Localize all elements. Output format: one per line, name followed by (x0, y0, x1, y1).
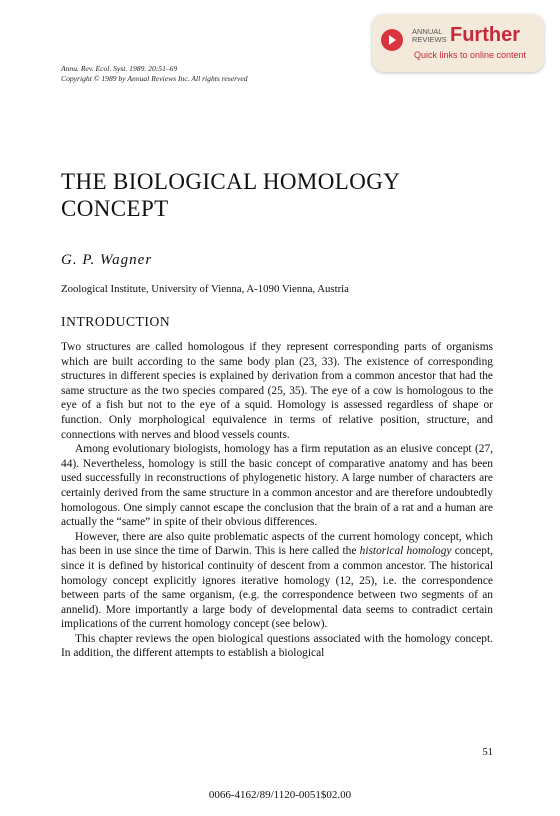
historical-homology-term: historical homology (359, 545, 452, 558)
citation-line-2: Copyright © 1989 by Annual Reviews Inc. All rights reserved (61, 74, 248, 83)
further-label: Further (450, 24, 520, 46)
paragraph-4: This chapter reviews the open biological questions associated with the homology concept. In addition, the different attempts to establish a biological (61, 632, 493, 660)
annual-reviews-wordmark: ANNUAL REVIEWS (412, 27, 447, 44)
paragraph-1: Two structures are called homologous if they represent corresponding parts of organisms which are built according to the same body plan (23, 33). The existence of corresponding structures in different species is explained by derivation from a common ancestor that had the same structure as the two species compared (25, 35). The eye of a cow is homologous to the eye of a fish but not to the eye of a squid. Homology is assessed regardless of shape or function. Only morphological equivalence in terms of relative position, structure, and connections with nerves and blood vessels counts. (61, 341, 493, 441)
section-heading: INTRODUCTION (61, 314, 171, 329)
journal-citation (61, 64, 248, 84)
page-number: 51 (482, 747, 493, 758)
further-tagline: Quick links to online content (414, 50, 527, 60)
further-banner[interactable] (372, 14, 544, 72)
citation-line-1: Annu. Rev. Ecol. Syst. 1989. 20:51–69 (61, 64, 178, 73)
footer-code: 0066-4162/89/1120-0051$02.00 (208, 789, 352, 801)
author-name: G. P. Wagner (61, 252, 153, 268)
play-icon (381, 29, 403, 51)
article-title (61, 168, 461, 222)
article-body (61, 340, 493, 661)
title-line-2: CONCEPT (61, 196, 169, 221)
paragraph-2: Among evolutionary biologists, homology has a firm reputation as an elusive concept (27, 44). Nevertheless, homology is still the basic concept of comparative anatomy and has been used successfully in reconstructions of phylogenetic history. A large number of characters are certainly derived from the same structure in a common ancestor and are therefore undoubtedly homologous. One simply cannot escape the conclusion that the brain of a rat and a human are actually the “same” in spite of their obvious differences. (61, 443, 493, 529)
paragraph-3: However, there are also quite problematic aspects of the current homology concept, which has been in use since the time of Darwin. This is here called the historical homology concept, since it is defined by historical continuity of descent from a common ancestor. The historical homology concept explicitly ignores iterative homology (12, 25), i.e. the correspondence between parts of the same organism, (e.g. the correspondence between two segments of an annelid). More importantly a large body of developmental data seems to contradict certain implications of the current homology concept (see below). (61, 530, 493, 631)
title-line-1: THE BIOLOGICAL HOMOLOGY (61, 169, 401, 194)
author-affiliation: Zoological Institute, University of Vienna, A-1090 Vienna, Austria (61, 283, 349, 295)
